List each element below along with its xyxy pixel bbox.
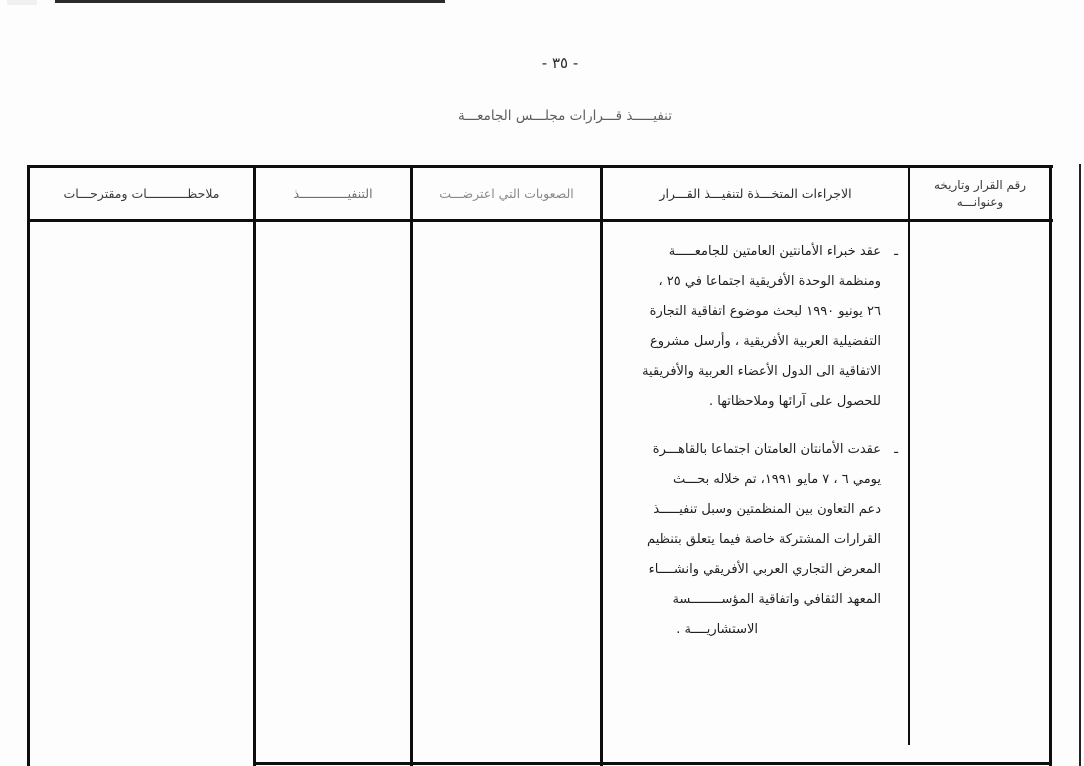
paragraph-dash-marker: ـ [894, 244, 898, 259]
paragraph-line: للحصول على آرائها وملاحظاتها . [709, 394, 881, 409]
header-decision-line2: وعنوانـــه [956, 194, 1004, 209]
header-cell-notes-suggestions [30, 168, 253, 219]
actions-paragraph-2 [603, 435, 908, 645]
header-notes-label: ملاحظـــــــــــات ومقترحـــات [63, 186, 220, 201]
table-border-left [27, 165, 30, 766]
header-cell-implementation [256, 168, 410, 219]
paragraph-line: يومي ٦ ، ٧ مايو ١٩٩١، تم خلاله بحـــث [673, 472, 881, 487]
paragraph-line: الاتفاقية الى الدول الأعضاء العربية والأفريقية [642, 364, 881, 379]
scan-artifact-block [7, 0, 37, 5]
header-difficulties-label: الصعوبات التي اعترضـــت [439, 186, 574, 201]
decisions-table [27, 165, 1053, 766]
header-implementation-label: التنفيـــــــــــــذ [293, 186, 373, 201]
paragraph-line: القرارات المشتركة خاصة فيما يتعلق بتنظيم [647, 532, 881, 547]
paragraph-line: دعم التعاون بين المنظمتين وسبل تنفيـــــذ [653, 502, 881, 517]
table-row-divider-bottom [253, 762, 1052, 765]
paragraph-line: عقدت الأمانتان العامتان اجتماعا بالقاهـــرة [652, 442, 881, 457]
table-border-right [1049, 165, 1052, 766]
paragraph-line: الاستشاريــــة . [676, 622, 758, 637]
paragraph-line: عقد خبراء الأمانتين العامتين للجامعـــــة [668, 244, 881, 259]
document-title: تنفيـــــذ قـــرارات مجلـــس الجامعـــة [458, 108, 672, 124]
table-header-divider [27, 219, 1053, 222]
header-cell-actions-taken [603, 168, 908, 219]
paragraph-line: المعهد الثقافي واتفاقية المؤســــــــسة [672, 592, 881, 607]
header-decision-line1: رقم القرار وتاريخه [933, 177, 1027, 192]
paragraph-dash-marker: ـ [894, 442, 898, 457]
paragraph-line: ومنظمة الوحدة الأفريقية اجتماعا في ٢٥ ، [658, 274, 881, 289]
scan-artifact-right-edge-line [1079, 164, 1081, 766]
paragraph-line: ٢٦ يونيو ١٩٩٠ لبحث موضوع اتفاقية التجارة [649, 304, 881, 319]
header-cell-decision-number [911, 168, 1049, 219]
table-column-divider-1 [253, 165, 256, 766]
header-cell-difficulties [413, 168, 600, 219]
header-actions-label: الاجراءات المتخـــذة لتنفيـــذ القـــرار [659, 186, 852, 201]
table-column-divider-2 [410, 165, 413, 766]
page-number: - ٣٥ - [541, 54, 579, 72]
table-column-divider-4 [908, 165, 910, 745]
actions-paragraph-1 [603, 237, 908, 417]
scan-artifact-top-line [55, 0, 445, 3]
paragraph-line: المعرض التجاري العربي الأفريقي وانشــــاء [648, 562, 881, 577]
paragraph-line: التفضيلية العربية الأفريقية ، وأرسل مشروع [649, 334, 881, 349]
